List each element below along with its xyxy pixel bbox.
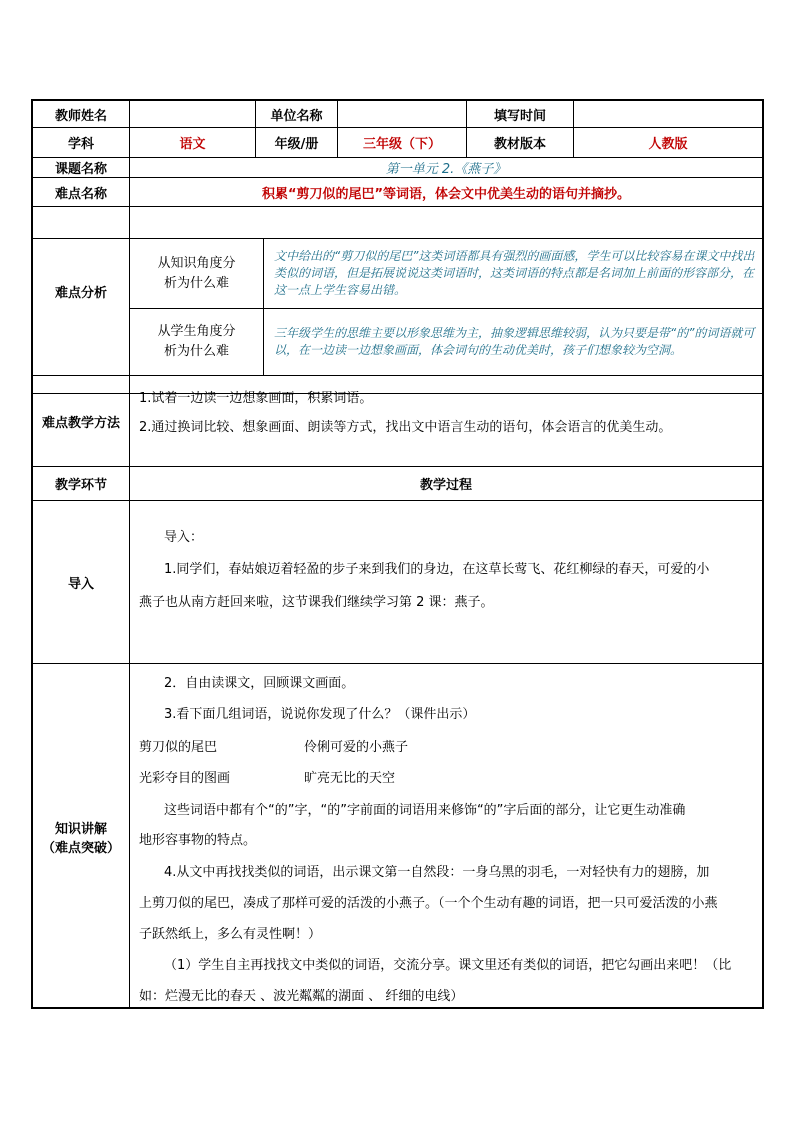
knowledge-label-line-2: （难点突破） <box>41 840 120 856</box>
topic-label: 课题名称 <box>54 162 107 177</box>
intro-para-line-2: 燕子也从南方赶回来啦，这节课我们继续学习第 2 课：燕子。 <box>139 595 494 610</box>
topic-value: 第一单元 2.《燕子》 <box>385 162 507 177</box>
phrase-1b: 伶俐可爱的小燕子 <box>304 740 409 755</box>
knowledge-angle-text: 文中给出的“剪刀似的尾巴”这类词语都具有强烈的画面感，学生可以比较容易在课文中找出类似的词语，但是拓展说说这类词语时，这类词语的特点都是名词加上前面的形容部分，在这一点上学生容易出错。 <box>274 249 755 297</box>
analysis-label: 难点分析 <box>54 285 107 301</box>
sub1-line-1: （1）学生自主再找找文中类似的词语，交流分享。课文里还有类似的词语，把它勾画出来吧！（比 <box>164 958 732 973</box>
unit-name-label: 单位名称 <box>270 108 323 124</box>
knowledge-label-line-1: 知识讲解 <box>54 821 107 837</box>
subject-label: 学科 <box>67 137 94 152</box>
sub1-line-2: 如：烂漫无比的春天 、波光粼粼的湖面 、 纤细的电线） <box>139 989 464 1004</box>
subject-value: 语文 <box>179 137 206 152</box>
teacher-name-label: 教师姓名 <box>54 108 107 124</box>
step4-line-3: 子跃然纸上，多么有灵性啊！） <box>139 927 322 942</box>
intro-label: 导入 <box>67 576 94 592</box>
method-item-1: 1.试着一边读一边想象画面，积累词语。 <box>139 391 373 406</box>
intro-title: 导入： <box>164 530 204 545</box>
difficulty-value: 积累“剪刀似的尾巴”等词语，体会文中优美生动的语句并摘抄。 <box>261 186 631 202</box>
knowledge-label <box>33 664 129 1009</box>
phrase-2a: 光彩夺目的图画 <box>139 771 231 786</box>
student-angle-label: 从学生角度分析为什么难 <box>157 324 236 359</box>
explain-line-2: 地形容事物的特点。 <box>139 833 257 848</box>
process-header: 教学过程 <box>419 478 472 493</box>
methods-label: 难点教学方法 <box>41 415 120 431</box>
student-angle-text: 三年级学生的思维主要以形象思维为主，抽象逻辑思维较弱，认为只要是带“的”的词语就可以，在一边读一边想象画面，体会词句的生动优美时，孩子们想象较为空洞。 <box>274 326 755 357</box>
method-item-2: 2.通过换词比较、想象画面、朗读等方式，找出文中语言生动的语句，体会语言的优美生动。 <box>139 420 672 435</box>
phrase-1a: 剪刀似的尾巴 <box>139 740 218 755</box>
knowledge-step-3: 3.看下面几组词语，说说你发现了什么？（课件出示） <box>164 707 476 722</box>
fill-time-value <box>574 101 762 127</box>
knowledge-angle-label: 从知识角度分析为什么难 <box>157 255 236 291</box>
phrase-2b: 旷亮无比的天空 <box>304 771 396 786</box>
difficulty-label: 难点名称 <box>54 186 107 202</box>
knowledge-step-2: 2．自由读课文，回顾课文画面。 <box>164 676 355 691</box>
lesson-plan-table <box>31 99 764 1009</box>
edition-value: 人教版 <box>648 137 688 152</box>
unit-name-value <box>338 101 466 127</box>
intro-para-line-1: 1.同学们，春姑娘迈着轻盈的步子来到我们的身边，在这草长莺飞、花红柳绿的春天，可爱的小 <box>164 562 710 577</box>
stage-header: 教学环节 <box>54 478 107 493</box>
step4-line-2: 上剪刀似的尾巴，凑成了那样可爱的活泼的小燕子。（一个个生动有趣的词语，把一只可爱活泼的小燕 <box>139 896 718 911</box>
explain-line-1: 这些词语中都有个“的”字，“的”字前面的词语用来修饰“的”字后面的部分，让它更生动准确 <box>164 803 686 818</box>
edition-label: 教材版本 <box>493 137 546 152</box>
grade-label: 年级/册 <box>274 137 319 152</box>
step4-line-1: 4.从文中再找找类似的词语，出示课文第一自然段：一身乌黑的羽毛，一对轻快有力的翅膀，加 <box>164 865 710 880</box>
fill-time-label: 填写时间 <box>493 108 546 124</box>
grade-value: 三年级（下） <box>362 137 441 152</box>
teacher-name-value <box>130 101 255 127</box>
